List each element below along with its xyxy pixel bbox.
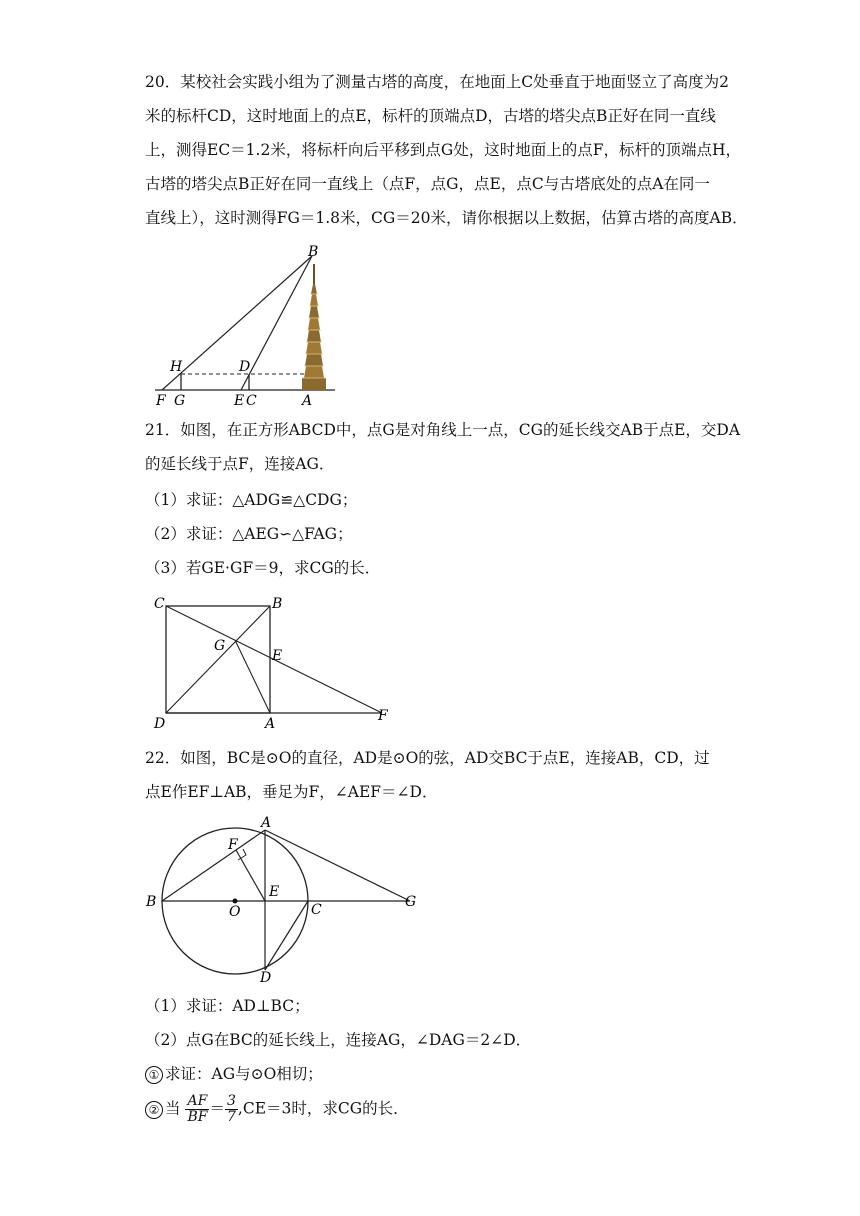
q22-part-2: （2）点G在BC的延长线上，连接AG，∠DAG＝2∠D． xyxy=(145,1031,532,1049)
q21-label-A: A xyxy=(265,716,276,732)
q20-line-FB xyxy=(162,256,312,390)
q22-label-G: G xyxy=(405,894,417,910)
q20-label-H: H xyxy=(170,359,183,375)
q20-label-G: G xyxy=(174,393,186,407)
fraction-af-bf xyxy=(185,1094,209,1125)
q22-label-A: A xyxy=(261,815,272,831)
q22-label-E: E xyxy=(269,884,280,900)
q20-label-D: D xyxy=(239,359,251,375)
circled-number-1: ① xyxy=(145,1066,163,1084)
q21-part-1: （1）求证：△ADG≌△CDG； xyxy=(145,491,358,509)
q20-label-E: E xyxy=(234,393,245,407)
q21-line-AG xyxy=(235,640,270,713)
q22-part-1: （1）求证：AD⊥BC； xyxy=(145,997,310,1015)
q21-label-B: B xyxy=(272,596,283,612)
fraction-3-7 xyxy=(225,1094,238,1125)
q22-center-dot xyxy=(233,899,238,904)
q20-label-C: C xyxy=(246,393,257,407)
fraction-3-7-den: 7 xyxy=(226,1109,236,1125)
q20-line-4: 古塔的塔尖点B正好在同一直线上（点F，点G，点E，点C与古塔底处的点A在同一 xyxy=(145,175,710,193)
q21-part-3: （3）若GE·GF＝9，求CG的长． xyxy=(145,559,381,577)
q21-label-D: D xyxy=(154,716,166,732)
q20-label-A: A xyxy=(302,393,313,407)
q20-line-2: 米的标杆CD，这时地面上的点E，标杆的顶端点D，古塔的塔尖点B正好在同一直线 xyxy=(145,107,716,125)
q21-figure xyxy=(148,592,398,732)
q22-subpart-2-suffix: ,CE＝3时，求CG的长． xyxy=(237,1099,409,1118)
q20-label-B: B xyxy=(308,244,319,260)
q22-subpart-2-eq: ＝ xyxy=(209,1099,225,1118)
q21-label-E: E xyxy=(272,648,283,664)
fraction-af-bf-num: AF xyxy=(185,1094,209,1110)
q22-subpart-1 xyxy=(145,1064,323,1084)
q22-label-B: B xyxy=(146,894,157,910)
q20-line-3: 上，测得EC＝1.2米，将标杆向后平移到点G处，这时地面上的点F，标杆的顶端点H， xyxy=(145,141,741,159)
q20-figure xyxy=(150,242,350,407)
circled-number-2: ② xyxy=(145,1101,163,1119)
q21-diagonal-DB xyxy=(166,606,270,713)
pagoda-image xyxy=(302,264,326,390)
fraction-3-7-num: 3 xyxy=(226,1093,236,1109)
q21-line-2: 的延长线于点F，连接AG． xyxy=(145,455,335,473)
q20-line-1: 20．某校社会实践小组为了测量古塔的高度，在地面上C处垂直于地面竖立了高度为2 xyxy=(145,73,729,91)
q22-label-O: O xyxy=(229,904,241,920)
q22-subpart-1-text: 求证：AG与⊙O相切； xyxy=(165,1065,323,1083)
q22-label-F: F xyxy=(228,837,238,853)
q22-label-C: C xyxy=(311,902,322,918)
q22-subpart-2 xyxy=(145,1094,409,1125)
q22-line-2: 点E作EF⊥AB，垂足为F，∠AEF＝∠D． xyxy=(145,783,438,801)
q22-label-D: D xyxy=(260,970,272,984)
q22-subpart-2-prefix: 当 xyxy=(165,1099,181,1118)
fraction-af-bf-den: BF xyxy=(187,1109,208,1125)
q22-line-CD xyxy=(265,901,308,970)
q20-line-5: 直线上），这时测得FG＝1.8米，CG＝20米，请你根据以上数据，估算古塔的高度AB． xyxy=(145,209,748,227)
q22-figure xyxy=(140,814,430,984)
q22-line-1: 22．如图，BC是⊙O的直径，AD是⊙O的弦，AD交BC于点E，连接AB，CD，过 xyxy=(145,749,710,767)
q22-line-AG xyxy=(265,830,410,901)
q21-label-G: G xyxy=(214,638,226,654)
q21-label-F: F xyxy=(378,708,388,724)
q22-line-EF xyxy=(236,850,265,901)
q22-line-AB xyxy=(162,830,265,901)
q21-part-2: （2）求证：△AEG∽△FAG； xyxy=(145,525,353,543)
q20-line-EB xyxy=(241,256,312,390)
q21-line-1: 21．如图，在正方形ABCD中，点G是对角线上一点，CG的延长线交AB于点E，交DA xyxy=(145,421,741,439)
q20-label-F: F xyxy=(156,393,166,407)
q21-label-C: C xyxy=(154,596,165,612)
